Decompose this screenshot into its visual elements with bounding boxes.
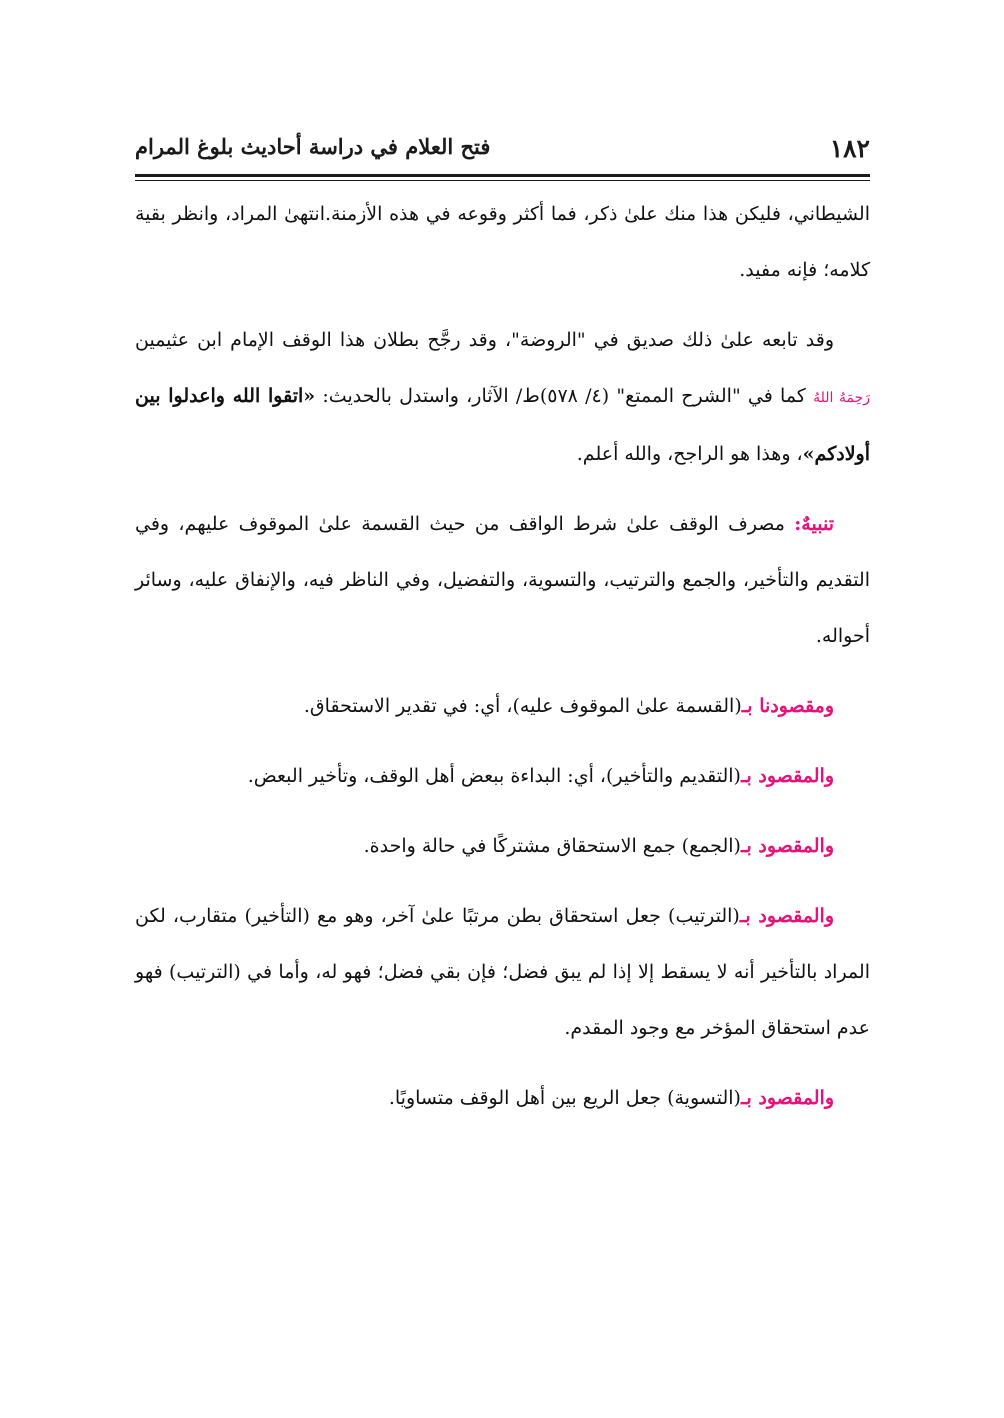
page-body [135, 186, 870, 1126]
paragraph-text: (التسوية) جعل الريع بين أهل الوقف متساويًا. [388, 1087, 741, 1109]
term-label: والمقصود بـ [740, 765, 834, 787]
page-header [135, 128, 870, 168]
book-title: فتح العلام في دراسة أحاديث بلوغ المرام [135, 134, 491, 159]
paragraph-text: ، وهذا هو الراجح، والله أعلم. [576, 443, 803, 465]
term-label: والمقصود بـ [739, 905, 835, 927]
hadith-quote: «اتقوا الله واعدلوا بين أولادكم» [135, 385, 870, 465]
paragraph-text: وقد تابعه علىٰ ذلك صديق في "الروضة"، وقد رجَّح بطلان هذا الوقف الإمام ابن عثيمين [135, 329, 834, 351]
paragraph-text: (القسمة علىٰ الموقوف عليه)، أي: في تقدير الاستحقاق. [303, 695, 742, 717]
paragraph-rawda [135, 312, 870, 482]
honorific-glyph: رَحِمَهُ اللهُ [813, 390, 871, 406]
paragraph-division [135, 678, 870, 734]
paragraph-text: (الجمع) جمع الاستحقاق مشتركًا في حالة واحدة. [363, 835, 741, 857]
paragraph-text: (التقديم والتأخير)، أي: البداءة ببعض أهل الوقف، وتأخير البعض. [247, 765, 741, 787]
paragraph-sequence [135, 888, 870, 1056]
page-number: ١٨٢ [829, 134, 870, 163]
term-label: والمقصود بـ [740, 1087, 834, 1109]
paragraph-continuation: الشيطاني، فليكن هذا منك علىٰ ذكر، فما أكثر وقوعه في هذه الأزمنة.انتهىٰ المراد، وانظر بقية كلامه؛ فإنه مفيد. [135, 203, 870, 281]
header-rule-thick [135, 174, 870, 177]
paragraph-combination [135, 818, 870, 874]
paragraph-note [135, 496, 870, 664]
note-label: تنبيهٌ: [794, 513, 834, 535]
term-label: ومقصودنا بـ [741, 695, 834, 717]
paragraph-precedence [135, 748, 870, 804]
paragraph-text: كما في "الشرح الممتع" (٤/ ٥٧٨)ط/ الآثار، واستدل بالحديث: [322, 385, 806, 407]
paragraph-equality [135, 1070, 870, 1126]
paragraph-text: مصرف الوقف علىٰ شرط الواقف من حيث القسمة علىٰ الموقوف عليهم، وفي التقديم والتأخير، والجمع والترتيب، والتسوية، والتفضيل، وفي الناظر فيه، والإنفاق عليه، وسائر أحواله. [135, 513, 870, 647]
term-label: والمقصود بـ [740, 835, 834, 857]
header-rule-thin [135, 180, 870, 181]
paragraph-text: (الترتيب) جعل استحقاق بطن مرتبًا علىٰ آخر، وهو مع (التأخير) متقارب، لكن المراد بالتأخير أنه لا يسقط إلا إذا لم يبق فضل؛ فإن بقي فضل؛ فهو له، وأما في (الترتيب) فهو عدم استحقاق المؤخر مع وجود المقدم. [135, 905, 870, 1039]
